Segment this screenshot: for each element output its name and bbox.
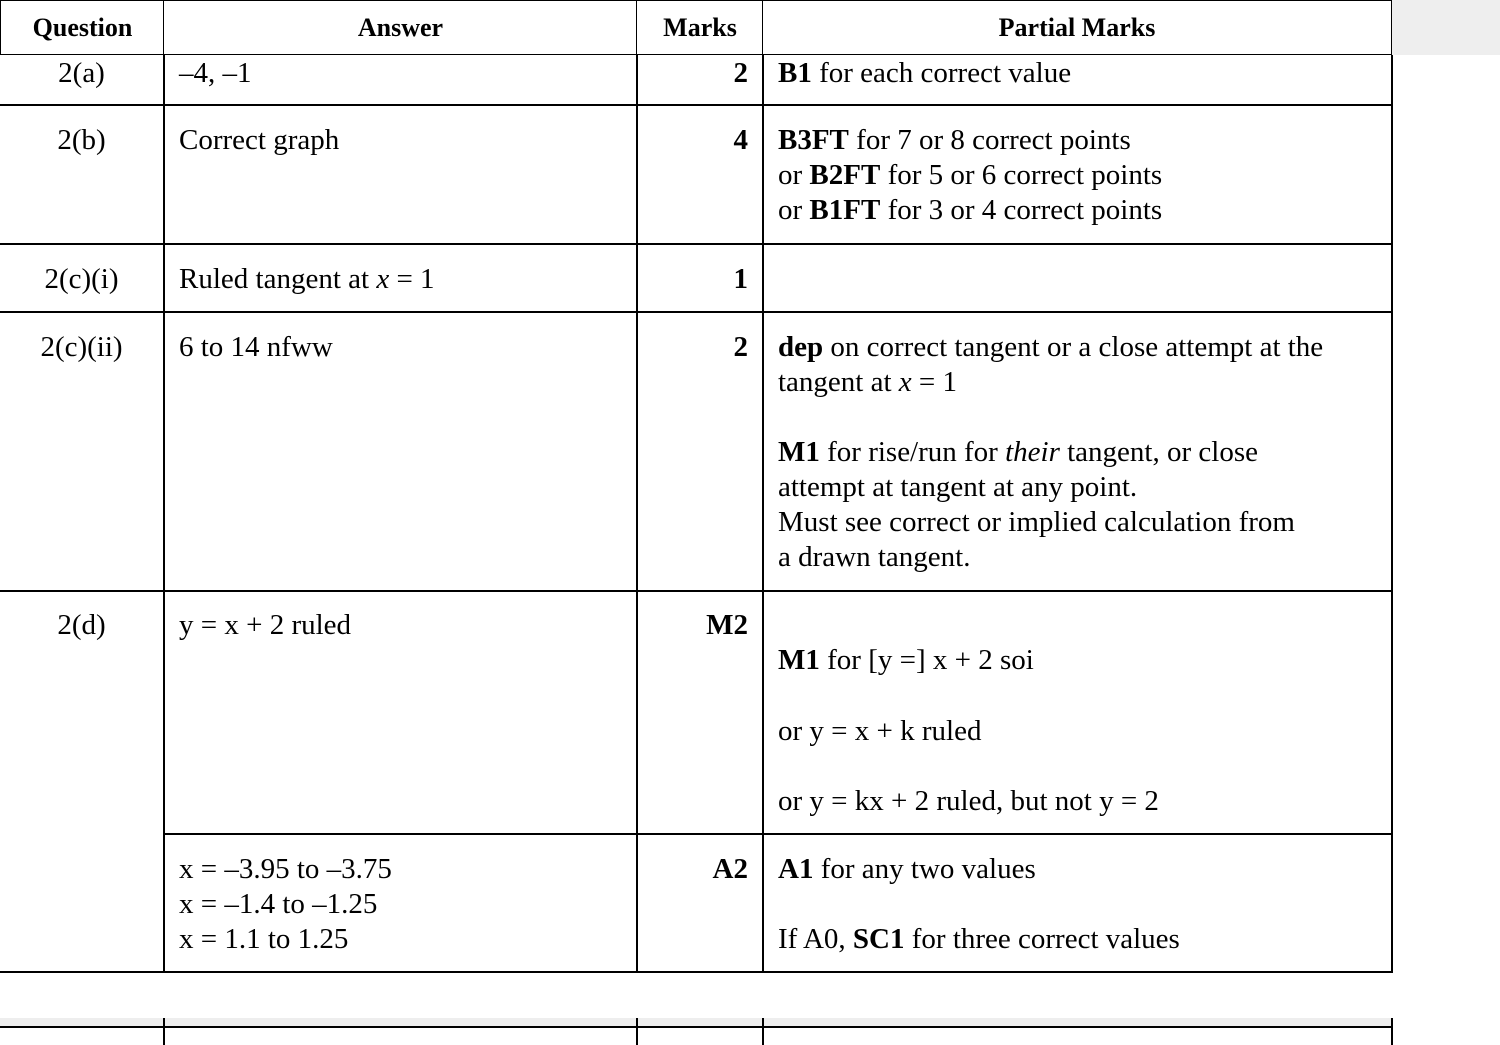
marks-cell: M2 [706, 609, 748, 641]
column-divider [636, 55, 638, 973]
partial-marks-line: If A0, SC1 for three correct values [778, 923, 1180, 955]
row-divider [0, 104, 1393, 106]
partial-marks-line: Must see correct or implied calculation from [778, 506, 1295, 538]
question-cell: 2(b) [57, 124, 106, 156]
column-header-marks: Marks [636, 0, 764, 55]
column-divider [1391, 1018, 1393, 1045]
column-divider [163, 1018, 165, 1045]
answer-cell: Correct graph [179, 124, 340, 156]
row-divider [0, 590, 1393, 592]
partial-marks-line: a drawn tangent. [778, 541, 971, 573]
partial-marks-line: attempt at tangent at any point. [778, 471, 1138, 503]
partial-marks-line: M1 for rise/run for their tangent, or close [778, 436, 1258, 468]
question-cell: 2(d) [57, 609, 106, 641]
column-divider [762, 1018, 764, 1045]
marks-cell: A2 [712, 853, 748, 885]
answer-line: x = –3.95 to –3.75 [179, 853, 392, 885]
column-divider [1391, 55, 1393, 973]
column-divider [163, 55, 165, 973]
answer-line: x = 1.1 to 1.25 [179, 923, 349, 955]
table-bottom-border [0, 971, 1393, 973]
question-cell: 2(c)(ii) [40, 331, 123, 363]
partial-marks-line: or B2FT for 5 or 6 correct points [778, 159, 1163, 191]
column-header-question: Question [0, 0, 165, 55]
row-divider [0, 311, 1393, 313]
partial-marks-line: A1 for any two values [778, 853, 1036, 885]
answer-line: x = –1.4 to –1.25 [179, 888, 378, 920]
answer-cell: Ruled tangent at x = 1 [179, 263, 435, 295]
answer-cell: 6 to 14 nfww [179, 331, 333, 363]
column-divider [762, 55, 764, 973]
marks-cell: 2 [733, 57, 748, 89]
column-header-answer: Answer [163, 0, 638, 55]
partial-marks-line: dep on correct tangent or a close attempt at the [778, 331, 1324, 363]
next-table-top-border [0, 1026, 1393, 1028]
partial-marks-cell: B1 for each correct value [778, 57, 1072, 89]
partial-marks-line: B3FT for 7 or 8 correct points [778, 124, 1131, 156]
partial-marks-line: or y = x + k ruled [778, 715, 982, 747]
partial-marks-line: or B1FT for 3 or 4 correct points [778, 194, 1163, 226]
row-divider [0, 243, 1393, 245]
column-header-partial-marks: Partial Marks [762, 0, 1392, 55]
question-cell: 2(a) [58, 57, 105, 89]
partial-marks-line: M1 for [y =] x + 2 soi [778, 644, 1034, 676]
column-divider [636, 1018, 638, 1045]
marks-cell: 4 [733, 124, 748, 156]
partial-marks-line: tangent at x = 1 [778, 366, 958, 398]
answer-cell: y = x + 2 ruled [179, 609, 352, 641]
marks-cell: 2 [733, 331, 748, 363]
partial-marks-line: or y = kx + 2 ruled, but not y = 2 [778, 785, 1159, 817]
marks-cell: 1 [733, 263, 748, 295]
answer-cell: –4, –1 [179, 57, 252, 89]
row-divider [164, 833, 1393, 835]
question-cell: 2(c)(i) [44, 263, 119, 295]
